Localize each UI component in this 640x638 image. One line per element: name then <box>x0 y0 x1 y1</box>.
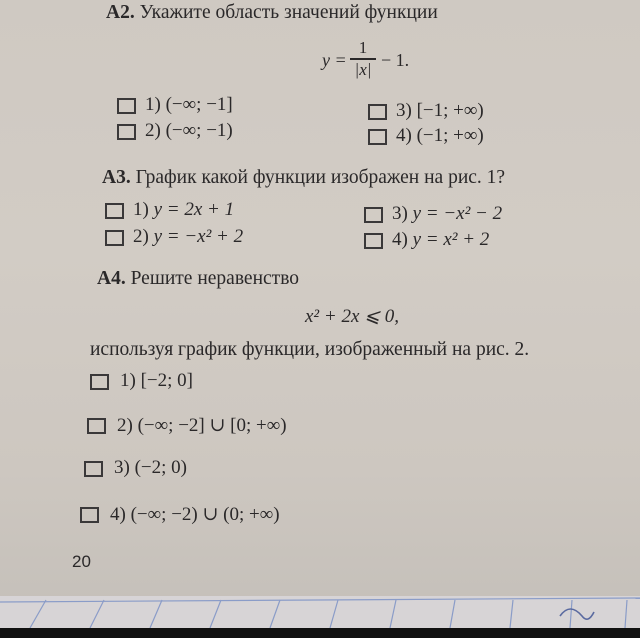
a3-option-1-checkbox[interactable] <box>105 203 124 219</box>
a4-continuation: используя график функции, изображенный на рис. 2. <box>90 339 530 360</box>
a2-option-3: 3) [−1; +∞) <box>396 100 484 121</box>
a4-option-4: 4) (−∞; −2) ∪ (0; +∞) <box>110 504 280 525</box>
a2-option-4: 4) (−1; +∞) <box>396 125 484 146</box>
a4-option-3-checkbox[interactable] <box>84 461 103 477</box>
question-a2 <box>106 2 438 24</box>
question-a3-number: A3. <box>102 167 131 188</box>
a4-inequality: x² + 2x ⩽ 0, <box>305 306 400 327</box>
a2-fraction-denominator: |x| <box>354 59 372 79</box>
a2-option-2: 2) (−∞; −1) <box>145 120 233 141</box>
a4-option-2-checkbox[interactable] <box>87 418 106 434</box>
question-a3-text: График какой функции изображен на рис. 1? <box>135 167 506 188</box>
a2-option-3-checkbox[interactable] <box>368 104 387 120</box>
question-a2-number: A2. <box>106 2 135 23</box>
question-a3 <box>102 167 505 189</box>
notebook-grid-lines <box>0 596 640 628</box>
a3-option-1: 1) y = 2x + 1 <box>133 199 235 220</box>
a3-option-4: 4) y = x² + 2 <box>392 229 490 250</box>
a3-option-2: 2) y = −x² + 2 <box>133 226 244 247</box>
page-number: 20 <box>72 552 91 571</box>
a4-option-1: 1) [−2; 0] <box>120 370 193 391</box>
a2-option-1-checkbox[interactable] <box>117 98 136 114</box>
a4-option-3: 3) (−2; 0) <box>114 457 187 478</box>
a4-option-2: 2) (−∞; −2] ∪ [0; +∞) <box>117 415 287 436</box>
a3-option-4-checkbox[interactable] <box>364 233 383 249</box>
a4-option-1-checkbox[interactable] <box>90 374 109 390</box>
a2-option-2-checkbox[interactable] <box>117 124 136 140</box>
a2-option-1: 1) (−∞; −1] <box>145 94 233 115</box>
a3-option-3-checkbox[interactable] <box>364 207 383 223</box>
a2-formula-rhs: − 1. <box>381 50 410 70</box>
a4-option-4-checkbox[interactable] <box>80 507 99 523</box>
a2-fraction-numerator: 1 <box>358 38 368 57</box>
a2-formula-fraction <box>350 39 376 79</box>
a3-option-2-checkbox[interactable] <box>105 230 124 246</box>
question-a2-text: Укажите область значений функции <box>139 2 438 23</box>
a2-formula-lhs: y = <box>322 50 347 70</box>
a3-option-3: 3) y = −x² − 2 <box>392 203 503 224</box>
question-a4 <box>97 268 299 290</box>
a2-option-4-checkbox[interactable] <box>368 129 387 145</box>
notebook-sheet-edge <box>0 596 640 628</box>
question-a4-text: Решите неравенство <box>130 268 300 289</box>
question-a4-number: A4. <box>97 268 126 289</box>
